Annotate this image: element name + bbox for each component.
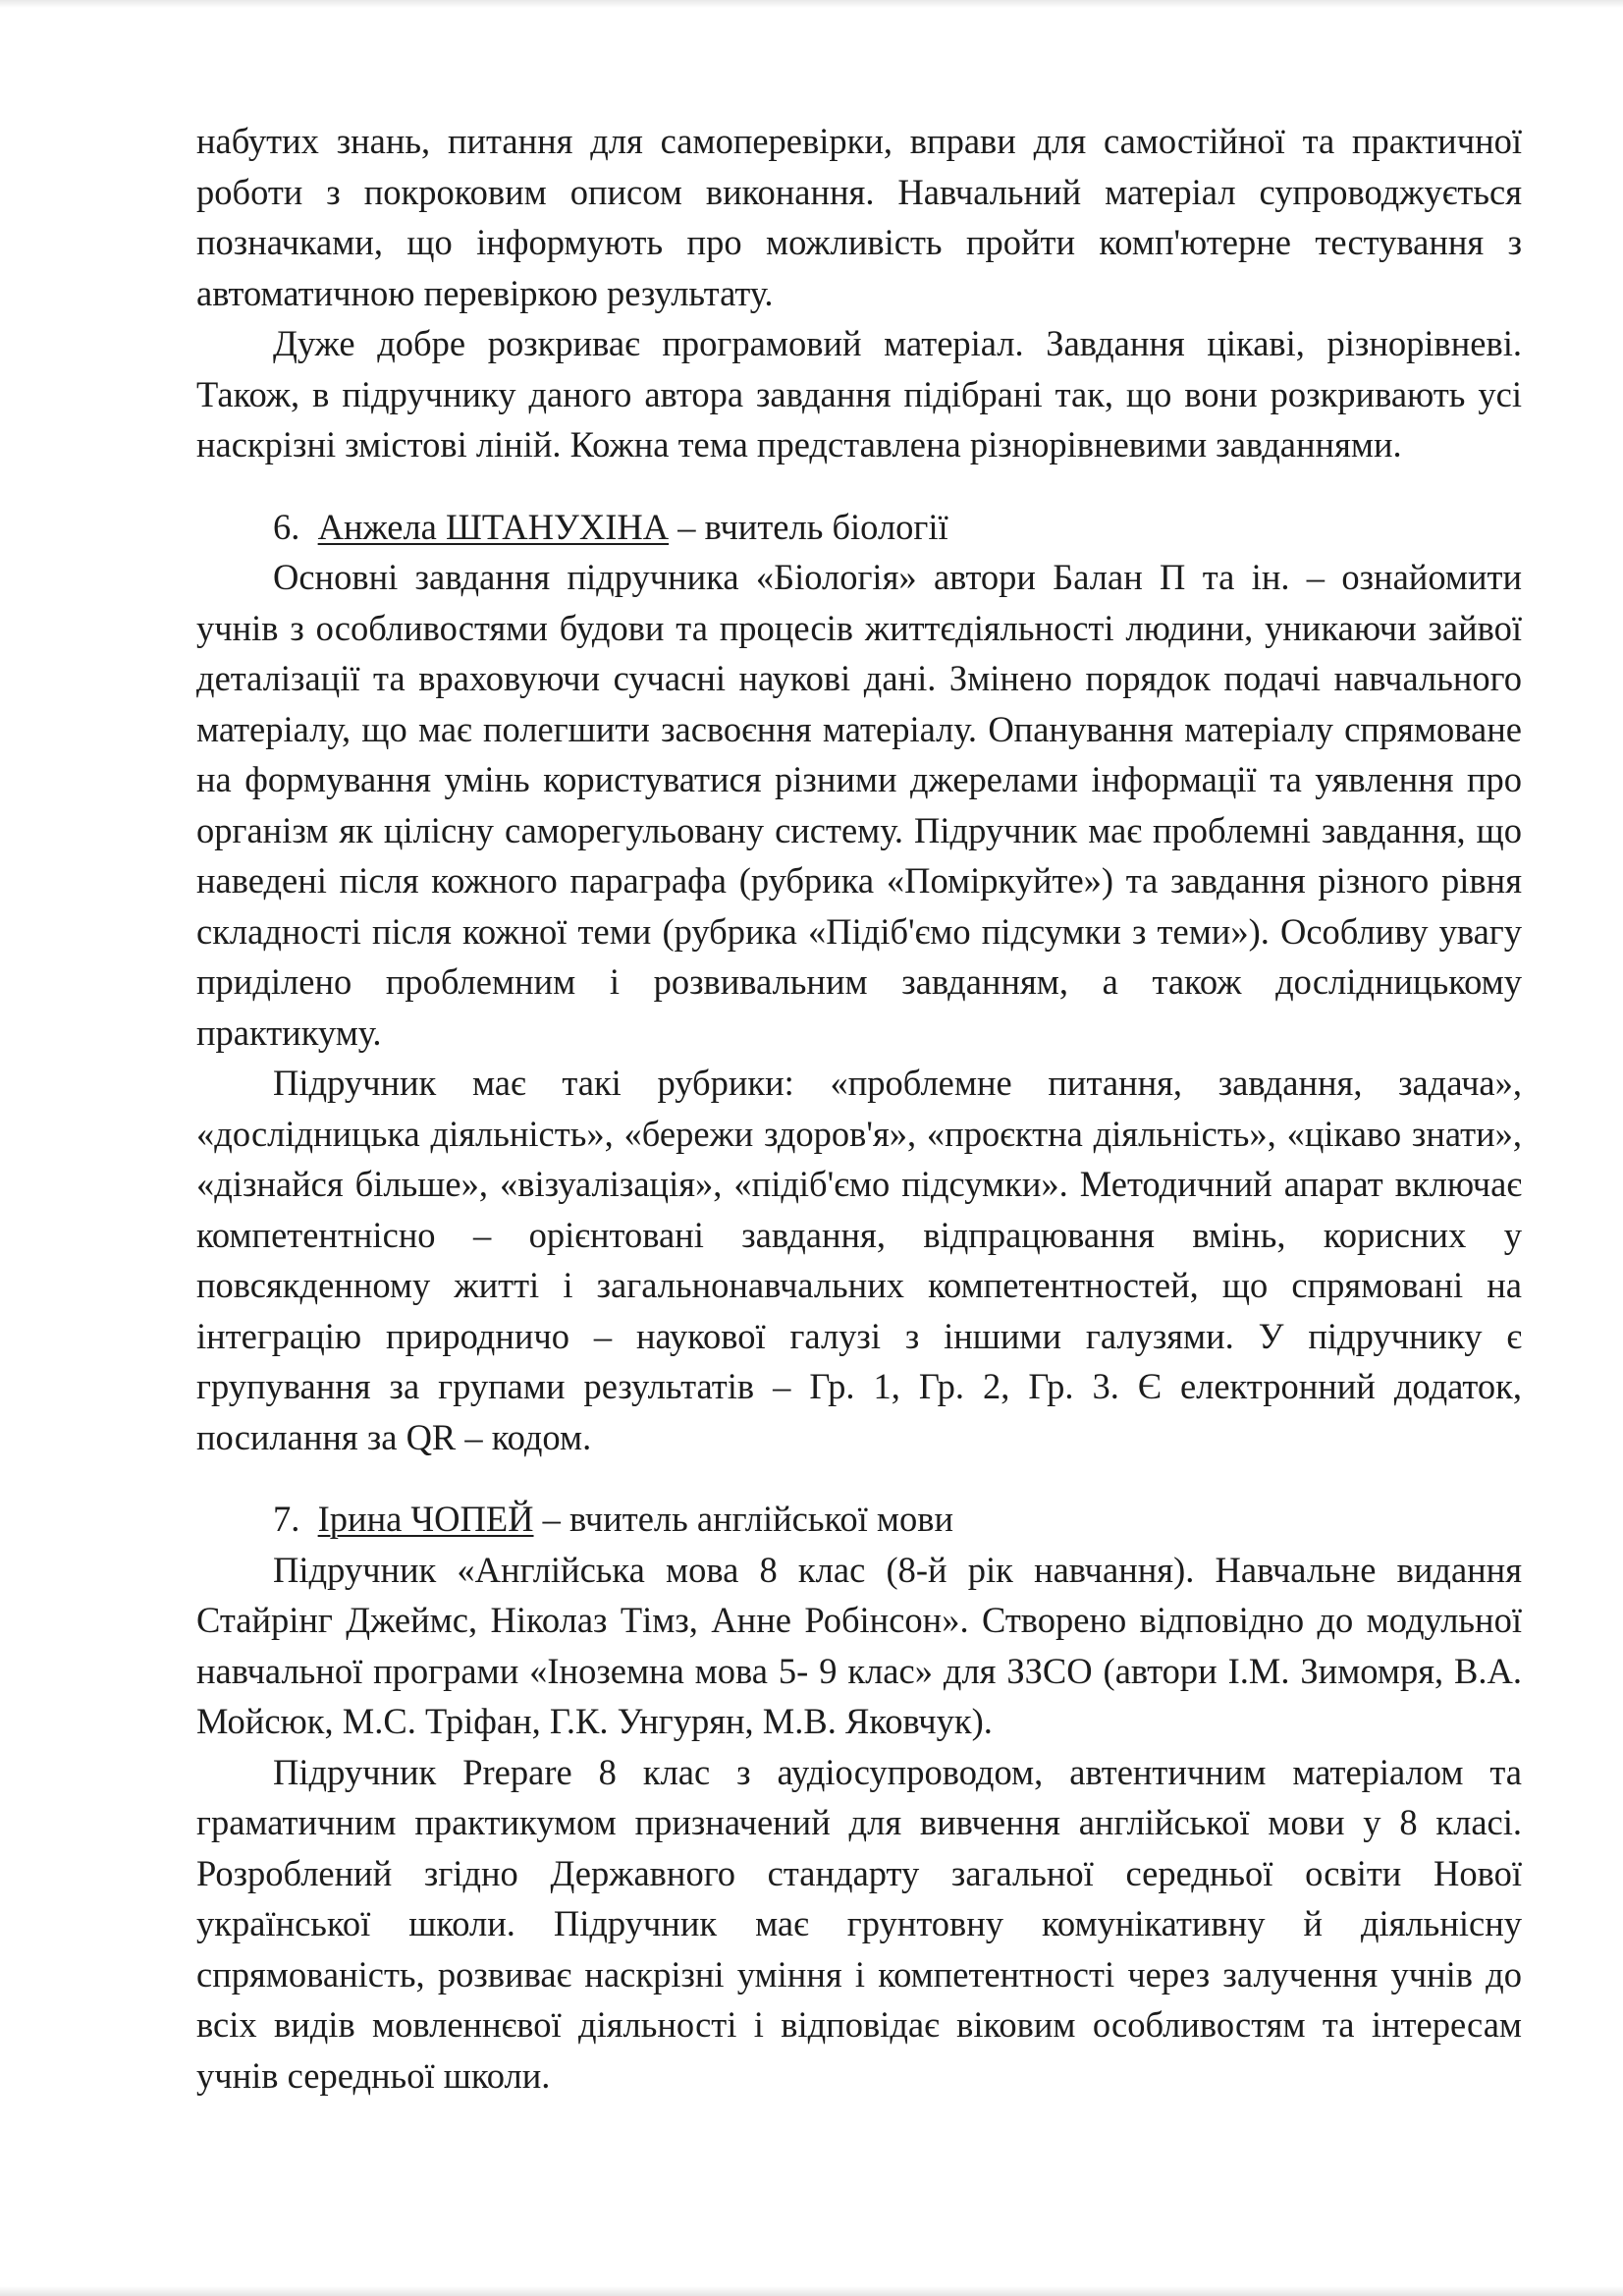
section-6-name: Анжела ШТАНУХІНА [317, 506, 670, 547]
intro-paragraph-1: набутих знань, питання для самоперевірки, вправи для самостійної та практичної роботи з покроковим описом виконання. Навчальний матеріал супроводжується позначками, що інформують про можливість пройти комп'ютерне тестування з автоматичною перевіркою результату. [196, 121, 1522, 313]
section-spacer [196, 470, 1522, 502]
section-7-role: – вчитель англійської мови [533, 1499, 953, 1539]
section-spacer [196, 1462, 1522, 1494]
section-6-paragraph-2: Підручник має такі рубрики: «проблемне питання, завдання, задача», «дослідницька діяльність», «бережи здоров'я», «проєктна діяльність», «цікаво знати», «дізнайся більше», «візуалізація», «підіб'ємо підсумки». Методичний апарат включає компетентнісно – орієнтовані завдання, відпрацювання вмінь, корисних у повсякденному житті і загальнонавчальних компетентностей, що спрямовані на інтеграцію природничо – наукової галузі з іншими галузями. У підручнику є групування за групами результатів – Гр. 1, Гр. 2, Гр. 3. Є електронний додаток, посилання за QR – кодом. [196, 1063, 1522, 1457]
scan-edge-top [0, 0, 1623, 8]
section-6-number: 6. [273, 506, 300, 547]
section-6-role: – вчитель біології [669, 506, 948, 547]
section-7-heading [196, 1494, 1522, 1545]
intro-paragraph-2: Дуже добре розкриває програмовий матеріал. Завдання цікаві, різнорівневі. Також, в підручнику даного автора завдання підібрані так, що вони розкривають усі наскрізні змістові ліній. Кожна тема представлена різнорівневими завданнями. [196, 323, 1522, 465]
scan-edge-bottom [0, 2286, 1623, 2296]
section-7-paragraph-2: Підручник Prepare 8 клас з аудіосупроводом, автентичним матеріалом та граматичним практикумом призначений для вивчення англійської мови у 8 класі. Розроблений згідно Державного стандарту загальної середньої освіти Нової української школи. Підручник має грунтовну комунікативну й діяльнісну спрямованість, розвиває наскрізні уміння і компетентності через залучення учнів до всіх видів мовленнєвої діяльності і відповідає віковим особливостям та інтересам учнів середньої школи. [196, 1751, 1522, 2096]
document-body [196, 116, 1522, 2101]
section-6-paragraph-1: Основні завдання підручника «Біологія» автори Балан П та ін. – ознайомити учнів з особливостями будови та процесів життєдіяльності людини, уникаючи зайвої деталізації та враховуючи сучасні наукові дані. Змінено порядок подачі навчального матеріалу, що має полегшити засвоєння матеріалу. Опанування матеріалу спрямоване на формування умінь користуватися різними джерелами інформації та уявлення про організм як цілісну саморегульовану систему. Підручник має проблемні завдання, що наведені після кожного параграфа (рубрика «Поміркуйте») та завдання різного рівня складності після кожної теми (рубрика «Підіб'ємо підсумки з теми»). Особливу увагу приділено проблемним і розвивальним завданням, а також дослідницькому практикуму. [196, 557, 1522, 1053]
section-7-name: Ірина ЧОПЕЙ [317, 1499, 534, 1539]
section-6-heading [196, 502, 1522, 553]
section-7-paragraph-1: Підручник «Англійська мова 8 клас (8-й рік навчання). Навчальне видання Стайрінг Джеймс, Ніколаз Тімз, Анне Робінсон». Створено відповідно до модульної навчальної програми «Іноземна мова 5- 9 клас» для ЗЗСО (автори І.М. Зимомря, В.А. Мойсюк, М.С. Тріфан, Г.К. Унгурян, М.В. Яковчук). [196, 1549, 1522, 1741]
section-7-number: 7. [273, 1499, 300, 1539]
